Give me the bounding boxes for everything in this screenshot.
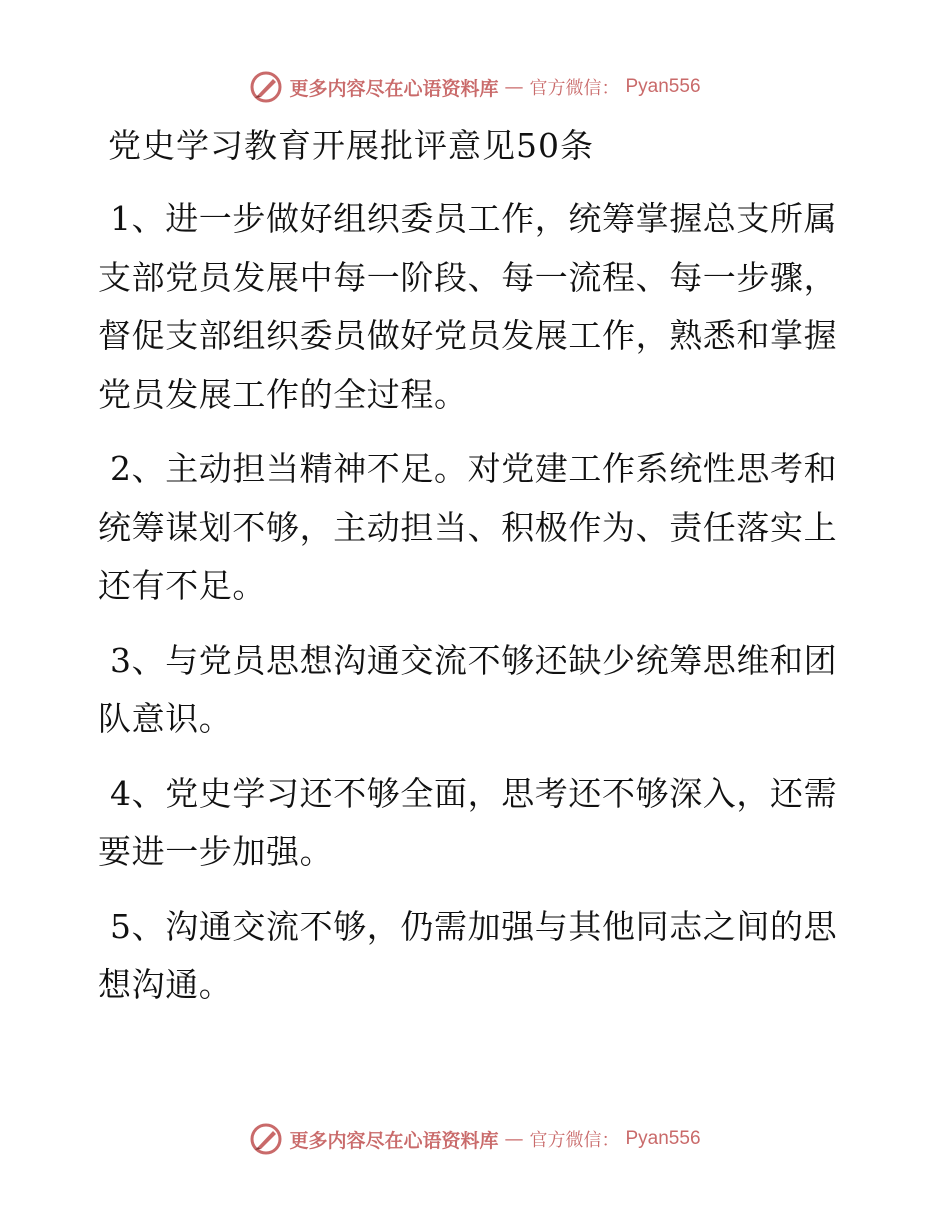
watermark-sub-text: 官方微信： bbox=[529, 78, 620, 99]
watermark-separator: — bbox=[504, 76, 524, 98]
list-item: 1、进一步做好组织委员工作，统筹掌握总支所属支部党员发展中每一阶段、每一流程、每一步骤，督促支部组织委员做好党员发展工作，熟悉和掌握党员发展工作的全过程。 bbox=[98, 199, 838, 414]
list-item: 2、主动担当精神不足。对党建工作系统性思考和统筹谋划不够，主动担当、积极作为、责任落实上还有不足。 bbox=[98, 449, 838, 605]
list-item: 5、沟通交流不够，仍需加强与其他同志之间的思想沟通。 bbox=[98, 906, 838, 1004]
list-item: 4、党史学习还不够全面，思考还不够深入，还需要进一步加强。 bbox=[98, 773, 838, 871]
header-watermark bbox=[0, 70, 950, 104]
watermark-main-text: 更多内容尽在心语资料库 bbox=[289, 1129, 499, 1152]
document-title: 党史学习教育开展批评意见50条 bbox=[108, 126, 594, 165]
quill-pen-icon bbox=[249, 1122, 283, 1156]
watermark-wechat-id: Pyan556 bbox=[625, 76, 701, 97]
document-body bbox=[98, 190, 850, 1031]
watermark-main-text: 更多内容尽在心语资料库 bbox=[289, 77, 499, 100]
list-item: 3、与党员思想沟通交流不够还缺少统筹思维和团队意识。 bbox=[98, 640, 838, 738]
footer-watermark bbox=[0, 1122, 950, 1156]
watermark-sub-text: 官方微信： bbox=[529, 1130, 620, 1151]
watermark-separator: — bbox=[504, 1128, 524, 1150]
watermark-wechat-id: Pyan556 bbox=[625, 1128, 701, 1149]
quill-pen-icon bbox=[249, 70, 283, 104]
